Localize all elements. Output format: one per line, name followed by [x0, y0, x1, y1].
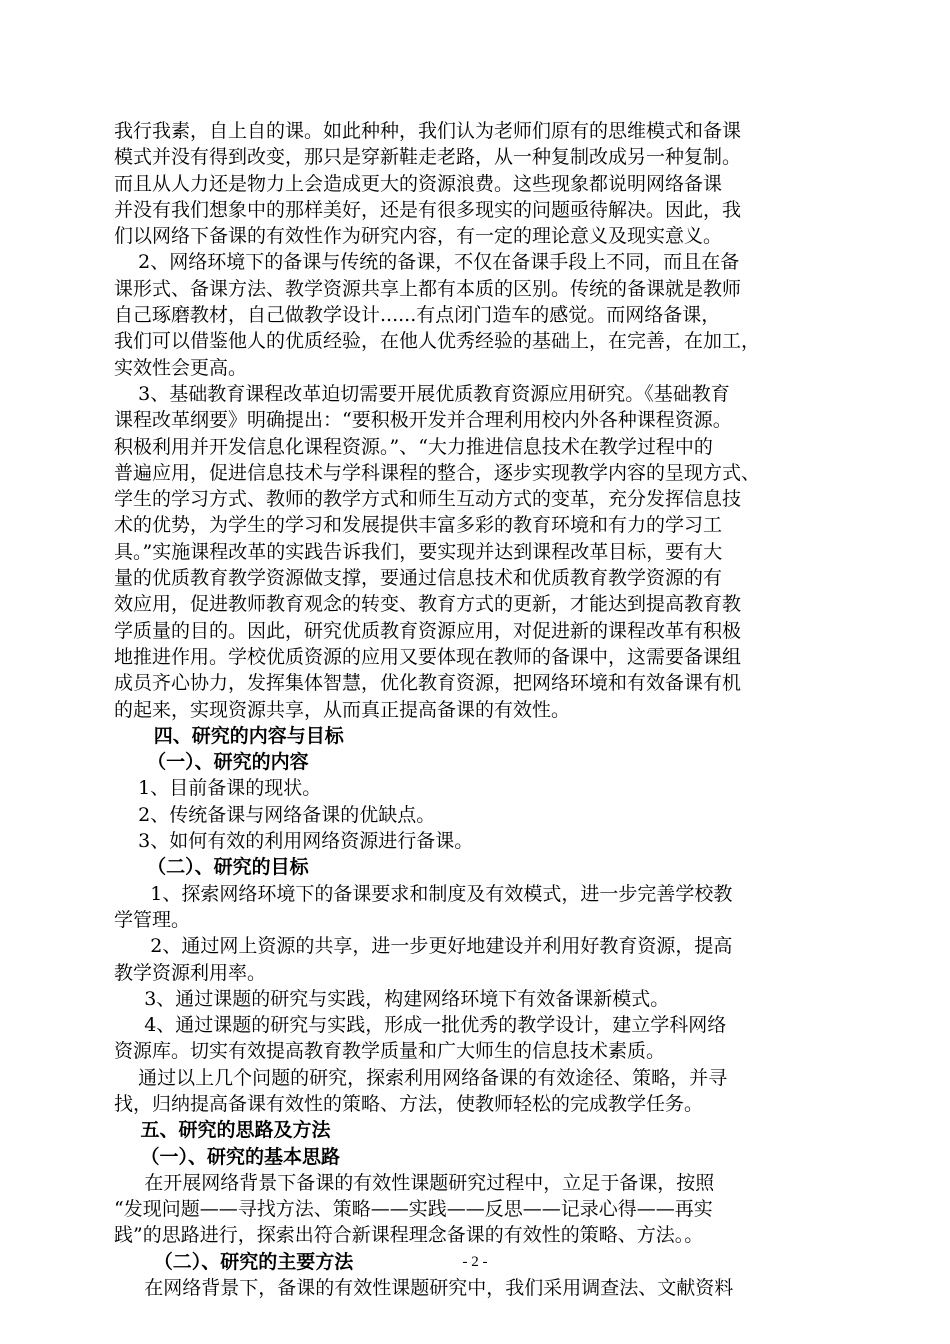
text-line: 通过以上几个问题的研究，探索利用网络备课的有效途径、策略，并寻: [114, 1066, 728, 1089]
text-line: 1、目前备课的现状。: [114, 777, 322, 800]
text-line: 们以网络下备课的有效性作为研究内容，有一定的理论意义及现实意义。: [114, 225, 723, 248]
section-heading: 五、研究的思路及方法: [114, 1119, 331, 1142]
text-line: 术的优势，为学生的学习和发展提供丰富多彩的教育环境和有力的学习工: [114, 514, 723, 537]
text-line: 1、探索网络环境下的备课要求和制度及有效模式，进一步完善学校教: [114, 882, 733, 905]
text-line: 实效性会更高。: [114, 356, 248, 379]
text-line: 2、传统备课与网络备课的优缺点。: [114, 803, 436, 826]
text-line: 具。”实施课程改革的实践告诉我们，要实现并达到课程改革目标，要有大: [114, 540, 723, 563]
text-line: 教学资源利用率。: [114, 961, 267, 984]
text-line: 普遍应用，促进信息技术与学科课程的整合，逐步实现教学内容的呈现方式、: [114, 461, 761, 484]
text-line: 4、通过课题的研究与实践，形成一批优秀的教学设计，建立学科网络: [114, 1014, 727, 1037]
text-line: 践”的思路进行，探索出符合新课程理念备课的有效性的策略、方法。。: [114, 1224, 704, 1247]
text-line: 我行我素，自上自的课。如此种种，我们认为老师们原有的思维模式和备课: [114, 120, 742, 142]
text-line: 并没有我们想象中的那样美好，还是有很多现实的问题亟待解决。因此，我: [114, 198, 742, 221]
text-line: 的起来，实现资源共享，从而真正提高备课的有效性。: [114, 698, 571, 721]
text-line: 课程改革纲要》明确提出：“要积极开发并合理利用校内外各种课程资源。: [114, 409, 732, 432]
text-line: 在网络背景下，备课的有效性课题研究中，我们采用调查法、文献资料: [114, 1277, 734, 1300]
text-line: 找，归纳提高备课有效性的策略、方法，使教师轻松的完成教学任务。: [114, 1092, 704, 1115]
text-line: 自己琢磨教材，自己做教学设计......有点闭门造车的感觉。而网络备课，: [114, 304, 721, 327]
text-line: 量的优质教育教学资源做支撑，要通过信息技术和优质教育教学资源的有: [114, 567, 723, 590]
text-line: “发现问题——寻找方法、策略——实践——反思——记录心得——再实: [114, 1198, 713, 1221]
text-line: 3、如何有效的利用网络资源进行备课。: [114, 830, 474, 853]
text-line: 积极利用并开发信息化课程资源。”、“大力推进信息技术在教学过程中的: [114, 435, 713, 458]
section-heading: 四、研究的内容与目标: [114, 724, 344, 747]
text-line: 效应用，促进教师教育观念的转变、教育方式的更新，才能达到提高教育教: [114, 593, 742, 616]
section-heading: （二）、研究的主要方法: [114, 1250, 354, 1273]
section-heading: （二）、研究的目标: [114, 856, 309, 879]
text-line: 而且从人力还是物力上会造成更大的资源浪费。这些现象都说明网络备课: [114, 172, 723, 195]
page-number: - 2 -: [462, 1254, 488, 1270]
text-line: 2、网络环境下的备课与传统的备课，不仅在备课手段上不同，而且在备: [114, 251, 740, 274]
body-text: [114, 118, 836, 1301]
text-line: 3、基础教育课程改革迫切需要开展优质教育资源应用研究。《基础教育: [114, 382, 730, 405]
text-line: 成员齐心协力，发挥集体智慧，优化教育资源，把网络环境和有效备课有机: [114, 672, 742, 695]
section-heading: （一）、研究的基本思路: [114, 1145, 340, 1168]
text-line: 地推进作用。学校优质资源的应用又要体现在教师的备课中，这需要备课组: [114, 645, 742, 668]
text-line: 学质量的目的。因此，研究优质教育资源应用，对促进新的课程改革有积极: [114, 619, 742, 642]
text-line: 在开展网络背景下备课的有效性课题研究过程中，立足于备课，按照: [114, 1171, 715, 1194]
text-line: 资源库。切实有效提高教育教学质量和广大师生的信息技术素质。: [114, 1040, 666, 1063]
text-line: 我们可以借鉴他人的优质经验，在他人优秀经验的基础上，在完善，在加工，: [114, 330, 761, 353]
section-heading: （一）、研究的内容: [114, 751, 309, 774]
text-line: 模式并没有得到改变，那只是穿新鞋走老路，从一种复制改成另一种复制。: [114, 146, 742, 169]
text-line: 3、通过课题的研究与实践，构建网络环境下有效备课新模式。: [114, 987, 670, 1010]
text-line: 学生的学习方式、教师的教学方式和师生互动方式的变革，充分发挥信息技: [114, 488, 742, 511]
text-line: 2、通过网上资源的共享，进一步更好地建设并利用好教育资源，提高: [114, 935, 733, 958]
text-line: 学管理。: [114, 908, 191, 931]
text-line: 课形式、备课方法、教学资源共享上都有本质的区别。传统的备课就是教师: [114, 277, 742, 300]
